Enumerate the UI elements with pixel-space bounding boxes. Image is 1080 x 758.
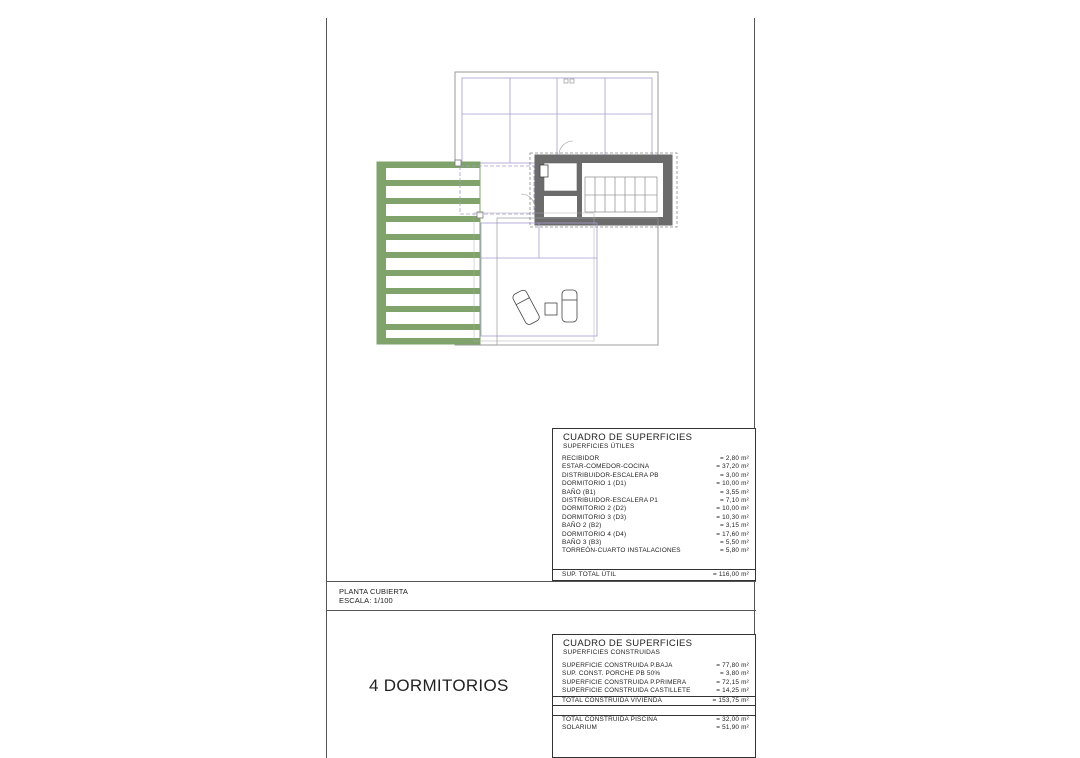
divider-line (327, 610, 756, 611)
table-row: RECIBIDOR = 2,80 m² (562, 455, 749, 462)
plan-title (339, 587, 408, 605)
upper-terrace-grid (462, 78, 652, 163)
useful-area-table (552, 428, 756, 581)
stair-tower (521, 141, 677, 227)
table-row: DORMITORIO 2 (D2) = 10,00 m² (562, 505, 749, 513)
table-row: SUPERFICIE CONSTRUIDA P.PRIMERA = 72,15 m² (562, 678, 749, 686)
table-row: BAÑO 2 (B2) = 3,15 m² (562, 522, 749, 530)
table-row: BAÑO (B1) = 3,55 m² (562, 488, 749, 496)
table-row: SUPERFICIE CONSTRUIDA CASTILLETE = 14,25 m² (562, 687, 749, 695)
vent-mark (570, 79, 574, 83)
table-row: BAÑO 3 (B3) = 5,50 m² (562, 538, 749, 546)
vent-mark (564, 79, 568, 83)
table-row: DISTRIBUIDOR-ESCALERA PB = 3,00 m² (562, 471, 749, 479)
headline: 4 DORMITORIOS (369, 676, 509, 695)
table-row: DORMITORIO 4 (D4) = 17,60 m² (562, 530, 749, 538)
table-row: ESTAR-COMEDOR-COCINA = 37,20 m² (562, 463, 749, 471)
table-row: TORREÓN-CUARTO INSTALACIONES = 5,80 m² (562, 547, 749, 555)
table-row: DORMITORIO 3 (D3) = 10,30 m² (562, 513, 749, 521)
table-row: SUPERFICIE CONSTRUIDA P.BAJA = 77,80 m² (562, 662, 749, 669)
plan-scale: ESCALA: 1/100 (339, 596, 393, 605)
table-row: SOLARIUM = 51,90 m² (562, 724, 749, 732)
table-row: DORMITORIO 1 (D1) = 10,00 m² (562, 480, 749, 488)
table-row: DISTRIBUIDOR-ESCALERA P1 = 7,10 m² (562, 496, 749, 504)
corner-post (455, 160, 461, 166)
table-total-row: TOTAL CONSTRUIDA VIVIENDA = 153,75 m² (562, 696, 749, 704)
table-title: CUADRO DE SUPERFICIES (563, 432, 693, 443)
sun-loungers (511, 289, 577, 326)
pergola (377, 162, 480, 344)
table-subtitle: SUPERFICIES CONSTRUIDAS (563, 649, 661, 656)
table-row: SUP. CONST. PORCHE PB 50% = 3,80 m² (562, 670, 749, 678)
drawing-sheet (326, 18, 755, 758)
table-total-row: SUP. TOTAL ÚTIL = 116,00 m² (562, 571, 749, 578)
divider-line (327, 581, 756, 582)
built-area-table (552, 634, 756, 758)
roof-floor-plan (327, 18, 756, 358)
table-subtitle: SUPERFICIES ÚTILES (563, 443, 635, 450)
table-title: CUADRO DE SUPERFICIES (563, 638, 693, 649)
plan-name: PLANTA CUBIERTA (339, 587, 409, 596)
lower-terrace-edge (497, 218, 658, 345)
table-row: TOTAL CONSTRUIDA PISCINA = 32,00 m² (562, 715, 749, 723)
